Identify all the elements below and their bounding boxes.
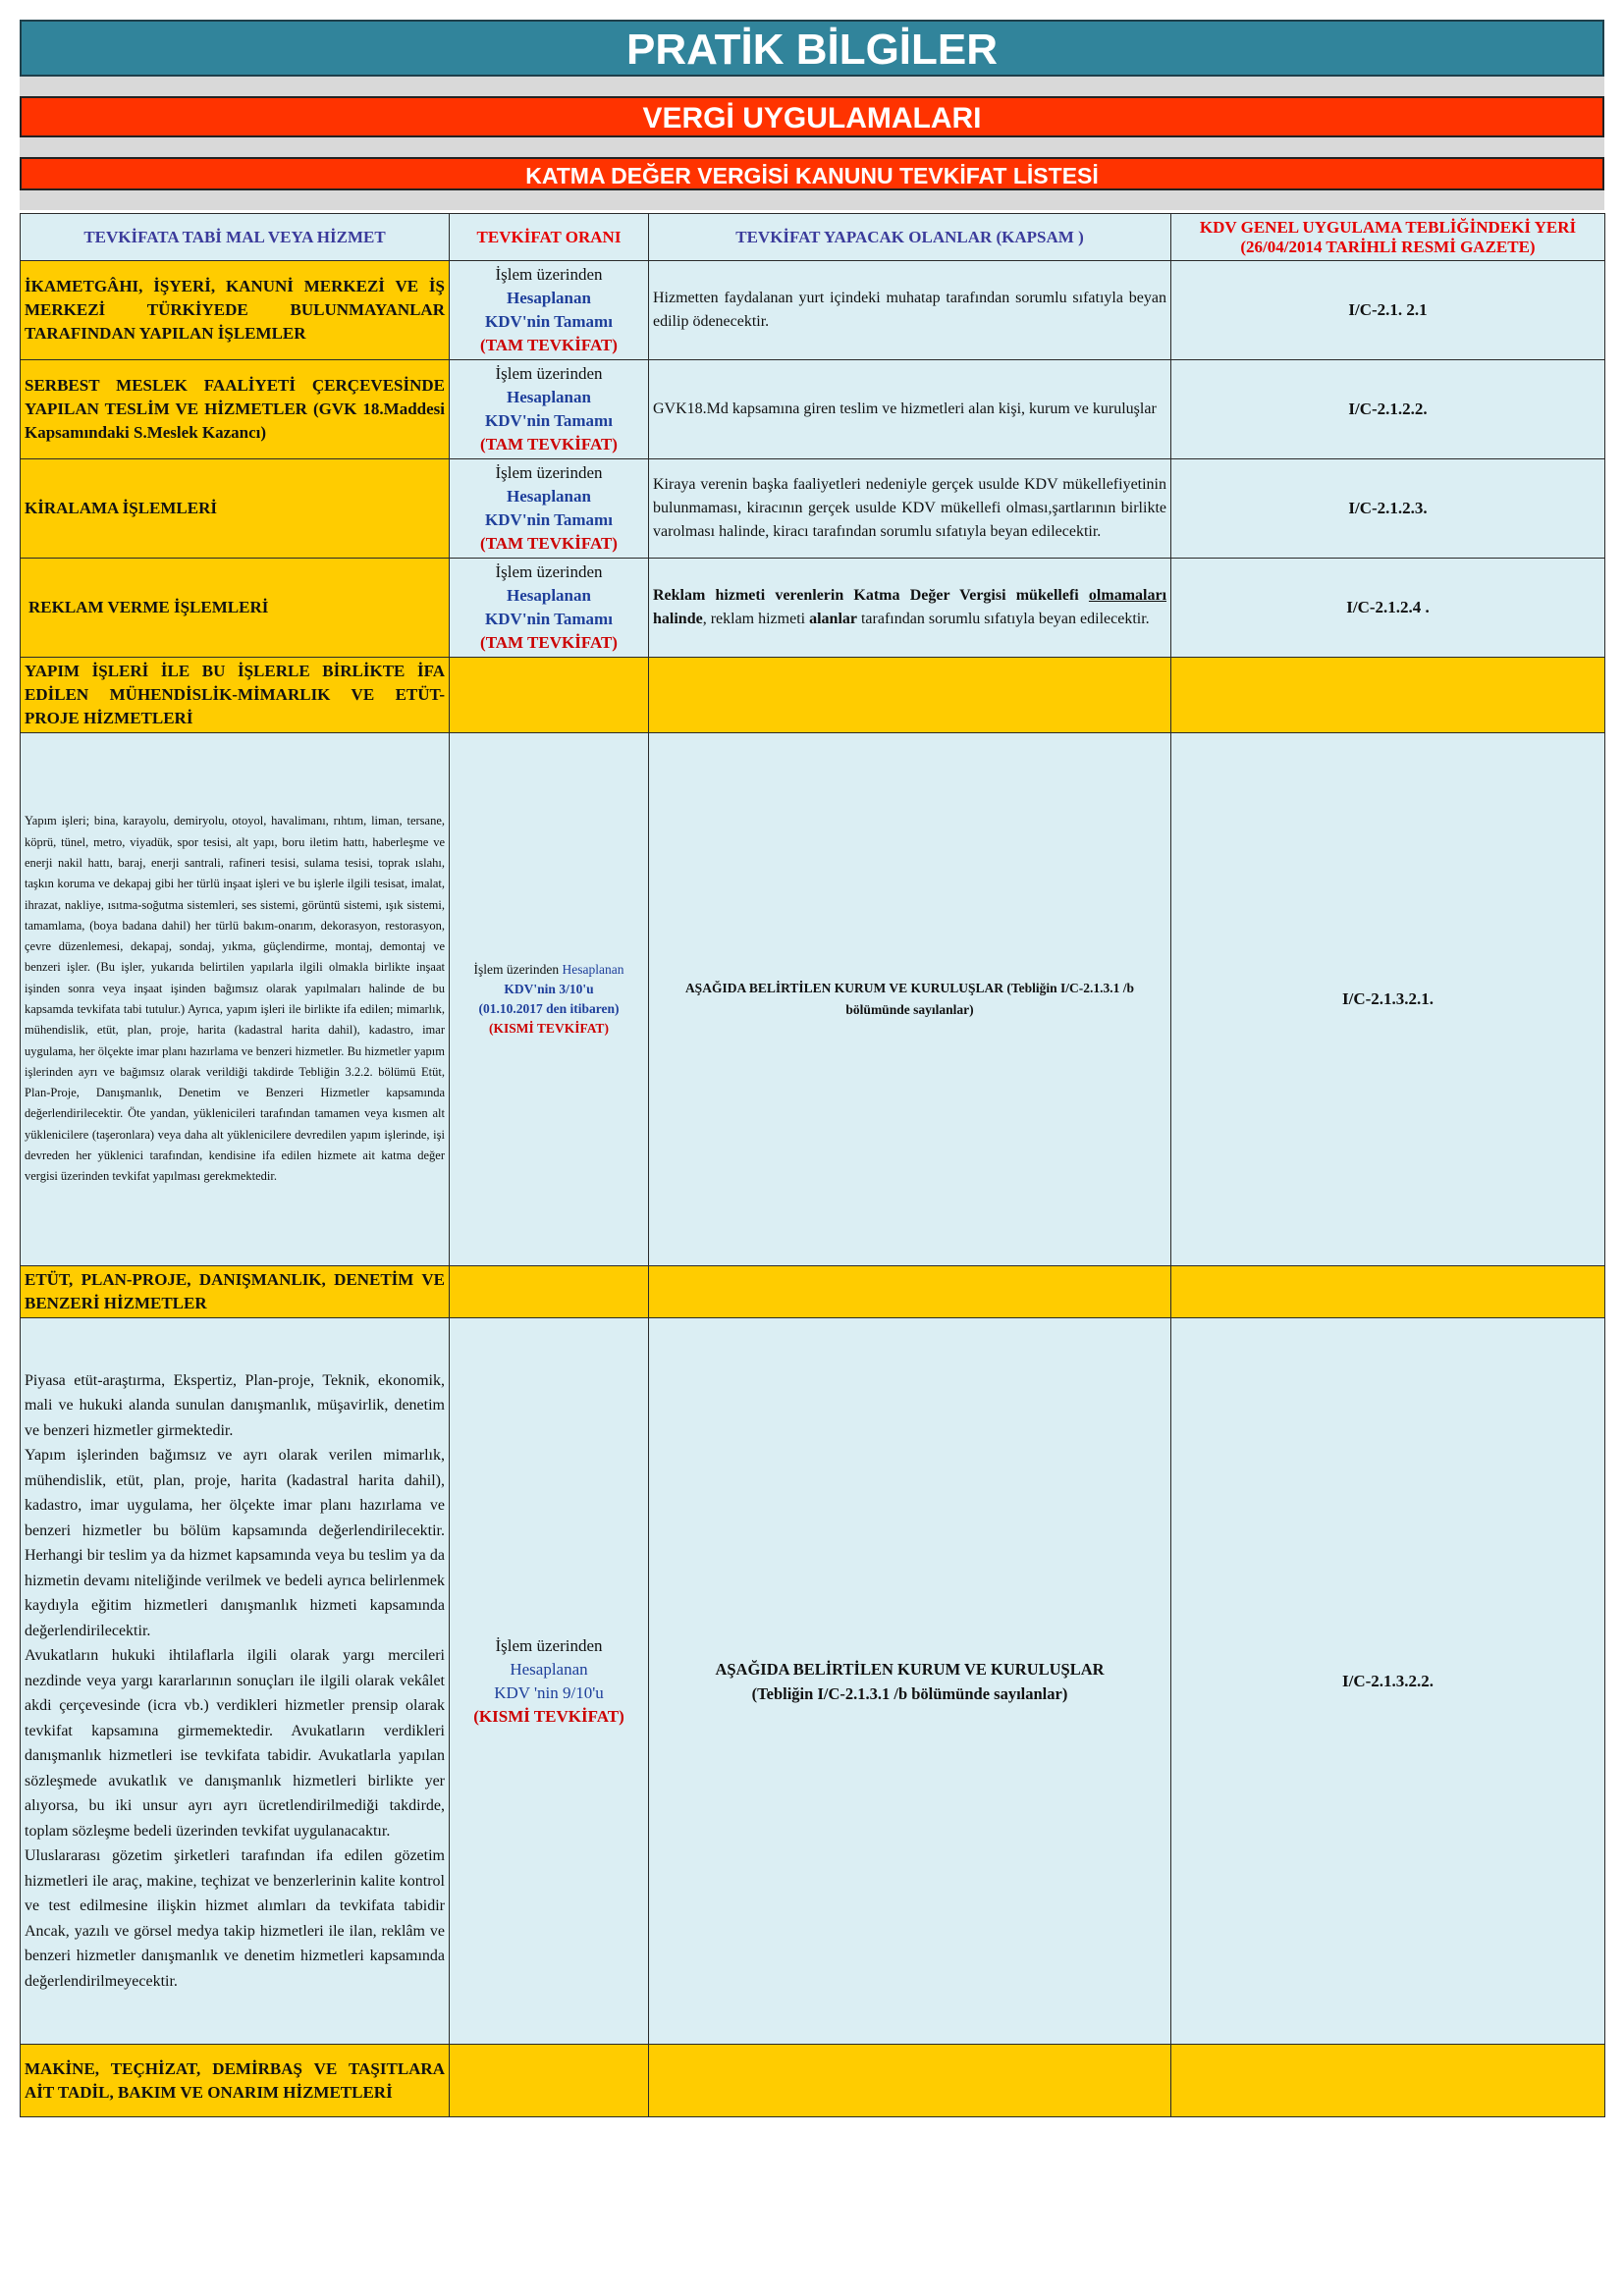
description-cell: Yapım işleri; bina, karayolu, demiryolu, otoyol, havalimanı, rıhtım, liman, tersane, köprü, tünel, metro, viyadük, spor tesisi, alt yapı, boru iletim hattı, haberleşme ve enerji nakil hattı, baraj, enerji santrali, rafineri tesisi, sulama tesisi, toprak ıslahı, taşkın koruma ve dekapaj gibi her türlü inşaat işleri ve bu işlerle ilgili tesisat, imalat, ihrazat, nakliye, ısıtma-soğutma sistemleri, ses sistemi, görüntü sistemi, ışık sistemi, tamamlama, (boya badana dahil) her türlü bakım-onarım, dekorasyon, restorasyon, çevre düzenlemesi, dekapaj, sondaj, yıkma, güçlendirme, montaj, demontaj ve benzeri işler. (Bu işler, yukarıda belirtilen yapılarla ilgili olmakla birlikte inşaat işinden sonra veya inşaat işinden bağımsız olarak yapılmaları halinde de bu kapsamda tevkifata tabi tutulur.) Ayrıca, yapım işleri ile birlikte ifa edilen; mimarlık, mühendislik, etüt, plan, proje, harita (kadastral harita dahil), kadastro, imar uygulama, her ölçekte imar planı hazırlama ve benzeri hizmetler. Bu hizmetler yapım işlerinden ayrı ve bağımsız olarak verildiği takdirde Tebliğin 3.2.2. bölümü Etüt, Plan-Proje, Danışmanlık, Denetim ve Benzeri Hizmetler kapsamında değerlendirilecektir. Öte yandan, yüklenicileri tarafından tamamen veya kısmen alt yüklenicilere (taşeronlara) veya daha alt yüklenicilere devredilen yapım işlerinde, işi devreden her yüklenici tarafından, kendisine ifa edilen hizmete ait katma değer vergisi üzerinden tevkifat yapılması gerekmektedir. <box>21 733 450 1266</box>
rate-cell <box>450 261 649 360</box>
reference-cell: I/C-2.1.2.4 . <box>1171 559 1605 658</box>
tevkifat-table <box>20 213 1605 2117</box>
rate-line: İşlem üzerinden <box>495 265 603 284</box>
reference-cell: I/C-2.1. 2.1 <box>1171 261 1605 360</box>
scope-fragment: Reklam hizmeti verenlerin Katma Değer Vergisi mükellefi <box>653 587 1079 604</box>
table-row <box>21 459 1605 559</box>
rate-line: İşlem üzerinden <box>495 463 603 482</box>
header-item: TEVKİFATA TABİ MAL VEYA HİZMET <box>21 214 450 261</box>
section-heading: MAKİNE, TEÇHİZAT, DEMİRBAŞ VE TAŞITLARA AİT TADİL, BAKIM VE ONARIM HİZMETLERİ <box>21 2045 450 2117</box>
reference-cell: I/C-2.1.3.2.2. <box>1171 1318 1605 2045</box>
rate-line: (01.10.2017 den itibaren) <box>478 1001 620 1016</box>
rate-line: Hesaplanan <box>507 388 591 406</box>
section-row <box>21 1266 1605 1318</box>
scope-cell: Hizmetten faydalanan yurt içindeki muhatap tarafından sorumlu sıfatıyla beyan edilip ödenecektir. <box>649 261 1171 360</box>
rate-cell <box>450 1318 649 2045</box>
rate-line: İşlem üzerinden <box>495 364 603 383</box>
item-cell: SERBEST MESLEK FAALİYETİ ÇERÇEVESİNDE YAPILAN TESLİM VE HİZMETLER (GVK 18.Maddesi Kapsamındaki S.Meslek Kazancı) <box>21 360 450 459</box>
table-row <box>21 559 1605 658</box>
scope-fragment: olmamaları <box>1088 587 1167 604</box>
rate-fragment: İşlem üzerinden <box>473 962 563 977</box>
header-reference-line1: KDV GENEL UYGULAMA TEBLİĞİNDEKİ YERİ <box>1199 217 1577 237</box>
scope-cell: Kiraya verenin başka faaliyetleri nedeniyle gerçek usulde KDV mükellefiyetinin bulunmaması, kiracının gerçek usulde KDV mükellefi olması,şartlarının birlikte varolması halinde, kiracı tarafından sorumlu sıfatıyla beyan edilecektir. <box>649 459 1171 559</box>
rate-line: KDV'nin Tamamı <box>485 610 613 628</box>
list-title: KATMA DEĞER VERGİSİ KANUNU TEVKİFAT LİSTESİ <box>20 157 1604 190</box>
scope-line: (Tebliğin I/C-2.1.3.1 /b bölümünde sayılanlar) <box>751 1683 1068 1703</box>
rate-cell <box>450 459 649 559</box>
empty-cell <box>450 2045 649 2117</box>
scope-fragment: tarafından sorumlu sıfatıyla beyan edilecektir. <box>856 611 1150 627</box>
rate-line: İşlem üzerinden <box>495 1635 603 1655</box>
spacer <box>20 77 1604 96</box>
description-cell <box>21 1318 450 2045</box>
rate-cell <box>450 360 649 459</box>
spacer <box>20 190 1604 210</box>
description-paragraph: Uluslararası gözetim şirketleri tarafından ifa edilen gözetim hizmetleri ile araç, makine, teçhizat ve benzerlerinin kalite kontrol ve test edilmesine ilişkin hizmet alımları da tevkifata tabidir Ancak, yazılı ve görsel medya takip hizmetleri ile ilan, reklâm ve benzeri hizmetler danışmanlık ve denetim hizmetleri kapsamında değerlendirilmeyecektir. <box>25 1847 445 1990</box>
empty-cell <box>1171 658 1605 733</box>
empty-cell <box>450 658 649 733</box>
item-cell: KİRALAMA İŞLEMLERİ <box>21 459 450 559</box>
rate-line: Hesaplanan <box>507 586 591 605</box>
rate-line: (TAM TEVKİFAT) <box>480 633 618 652</box>
section-row <box>21 2045 1605 2117</box>
rate-line: KDV'nin Tamamı <box>485 411 613 430</box>
scope-cell: GVK18.Md kapsamına giren teslim ve hizmetleri alan kişi, kurum ve kuruluşlar <box>649 360 1171 459</box>
rate-line: Hesaplanan <box>510 1659 588 1679</box>
empty-cell <box>649 658 1171 733</box>
section-title: VERGİ UYGULAMALARI <box>20 96 1604 137</box>
scope-fragment: , reklam hizmeti <box>702 611 810 627</box>
empty-cell <box>450 1266 649 1318</box>
table-row <box>21 261 1605 360</box>
reference-cell: I/C-2.1.2.3. <box>1171 459 1605 559</box>
empty-cell <box>1171 1266 1605 1318</box>
rate-line: (TAM TEVKİFAT) <box>480 534 618 553</box>
rate-cell <box>450 733 649 1266</box>
empty-cell <box>1171 2045 1605 2117</box>
header-reference-line2: (26/04/2014 TARİHLİ RESMİ GAZETE) <box>1240 237 1536 256</box>
empty-cell <box>649 1266 1171 1318</box>
section-row <box>21 658 1605 733</box>
item-cell: REKLAM VERME İŞLEMLERİ <box>21 559 450 658</box>
header-rate: TEVKİFAT ORANI <box>450 214 649 261</box>
rate-line: KDV'nin Tamamı <box>485 510 613 529</box>
rate-line: Hesaplanan <box>507 289 591 307</box>
rate-fragment: Hesaplanan <box>562 962 624 977</box>
header-reference <box>1171 214 1605 261</box>
section-heading: ETÜT, PLAN-PROJE, DANIŞMANLIK, DENETİM VE BENZERİ HİZMETLER <box>21 1266 450 1318</box>
table-row <box>21 360 1605 459</box>
rate-line: KDV 'nin 9/10'u <box>494 1682 604 1702</box>
table-row <box>21 1318 1605 2045</box>
rate-line: (TAM TEVKİFAT) <box>480 336 618 354</box>
page-title: PRATİK BİLGİLER <box>20 20 1604 77</box>
description-paragraph: Piyasa etüt-araştırma, Ekspertiz, Plan-proje, Teknik, ekonomik, mali ve hukuki alanda sunulan danışmanlık, müşavirlik, denetim ve benzeri hizmetler girmektedir. <box>25 1371 445 1439</box>
scope-cell: AŞAĞIDA BELİRTİLEN KURUM VE KURULUŞLAR (Tebliğin I/C-2.1.3.1 /b bölümünde sayılanlar) <box>649 733 1171 1266</box>
description-paragraph: Yapım işlerinden bağımsız ve ayrı olarak verilen mimarlık, mühendislik, etüt, plan, proje, harita (kadastral harita dahil), kadastro, imar uygulama, her ölçekte imar planı hazırlama ve benzeri hizmetler bu bölüm kapsamında değerlendirilecektir. Herhangi bir teslim ya da hizmet kapsamında veya bu teslim ya da hizmetin devamı niteliğinde verilmek ve bedeli ayrıca belirlenmek kaydıyla eğitim hizmetleri danışmanlık hizmeti kapsamında değerlendirilecektir. <box>25 1447 445 1639</box>
empty-cell <box>649 2045 1171 2117</box>
rate-line: İşlem üzerinden <box>495 562 603 581</box>
header-scope: TEVKİFAT YAPACAK OLANLAR (KAPSAM ) <box>649 214 1171 261</box>
table-header-row <box>21 214 1605 261</box>
reference-cell: I/C-2.1.2.2. <box>1171 360 1605 459</box>
rate-line: (KISMİ TEVKİFAT) <box>473 1706 624 1726</box>
table-row <box>21 733 1605 1266</box>
rate-line: (KISMİ TEVKİFAT) <box>489 1021 609 1036</box>
scope-line: AŞAĞIDA BELİRTİLEN KURUM VE KURULUŞLAR <box>715 1659 1105 1679</box>
scope-fragment: alanlar <box>809 611 857 627</box>
rate-line: KDV'nin Tamamı <box>485 312 613 331</box>
scope-cell <box>649 1318 1171 2045</box>
spacer <box>20 137 1604 157</box>
rate-line: (TAM TEVKİFAT) <box>480 435 618 454</box>
scope-fragment: halinde <box>653 611 703 627</box>
item-cell: İKAMETGÂHI, İŞYERİ, KANUNİ MERKEZİ VE İŞ MERKEZİ TÜRKİYEDE BULUNMAYANLAR TARAFINDAN YAPILAN İŞLEMLER <box>21 261 450 360</box>
section-heading: YAPIM İŞLERİ İLE BU İŞLERLE BİRLİKTE İFA EDİLEN MÜHENDİSLİK-MİMARLIK VE ETÜT-PROJE HİZMETLERİ <box>21 658 450 733</box>
scope-cell <box>649 559 1171 658</box>
rate-cell <box>450 559 649 658</box>
reference-cell: I/C-2.1.3.2.1. <box>1171 733 1605 1266</box>
rate-line: KDV'nin 3/10'u <box>504 982 594 996</box>
description-paragraph: Avukatların hukuki ihtilaflarla ilgili olarak yargı mercileri nezdinde veya yargı kararlarının sonuçları ile ilgili olarak vekâlet akdi çerçevesinde (icra vb.) verdikleri hizmetler prensip olarak tevkifat kapsamına girmemektedir. Avukatların verdikleri danışmanlık hizmetleri ise tevkifata tabidir. Avukatlarla yapılan sözleşmede avukatlık ve danışmanlık hizmetleri birlikte yer alıyorsa, bu iki unsur ayrı ayrı ücretlendirilmediği takdirde, toplam sözleşme bedeli üzerinden tevkifat uygulanacaktır. <box>25 1647 445 1840</box>
rate-line <box>454 960 644 980</box>
rate-line: Hesaplanan <box>507 487 591 506</box>
